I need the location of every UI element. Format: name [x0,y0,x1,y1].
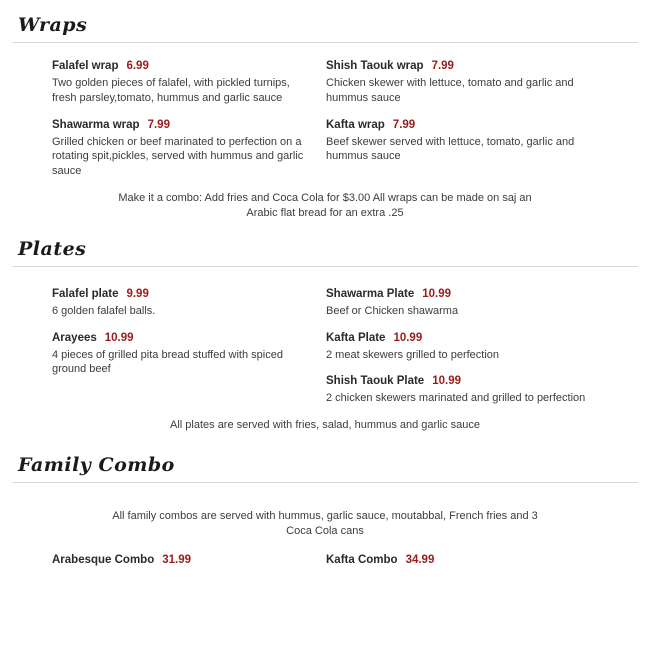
wraps-note: Make it a combo: Add fries and Coca Cola for $3.00 All wraps can be made on saj an Arabic flat bread for an extra .25 [118,192,532,220]
menu-item-heading [326,287,594,302]
family-column-right [326,553,600,580]
plates-column-left [52,287,326,418]
menu-item-name: Shawarma wrap [52,118,140,131]
menu-item[interactable] [52,553,304,568]
menu-item-heading [52,331,304,346]
menu-item-price: 9.99 [126,287,149,300]
menu-item-name: Shish Taouk wrap [326,60,424,72]
family-combo-item-grid [12,539,638,580]
menu-item-description: 4 pieces of grilled pita bread stuffed with spiced ground beef [52,348,283,376]
menu-item-heading [326,118,594,133]
menu-item-price: 10.99 [393,331,423,344]
plates-note: All plates are served with fries, salad, hummus and garlic sauce [170,419,480,432]
menu-item-description: Chicken skewer with lettuce, tomato and garlic and hummus sauce [326,76,574,104]
menu-item-price: 7.99 [431,60,454,72]
menu-item-name: Kafta wrap [326,118,385,131]
section-title-family-combo: Family Combo [18,453,175,476]
menu-item[interactable] [326,374,594,406]
menu-item-price: 7.99 [147,118,170,131]
menu-item-heading [326,331,594,346]
family-combo-note: All family combos are served with hummus, garlic sauce, moutabbal, French fries and 3 Coca Cola cans [112,509,538,537]
menu-item[interactable] [52,118,304,179]
menu-item-name: Arayees [52,331,97,344]
menu-item-price: 10.99 [104,331,134,344]
menu-item-heading [326,59,594,74]
menu-item-price: 6.99 [126,60,149,72]
menu-item-price: 7.99 [392,118,416,131]
menu-item[interactable] [326,331,594,363]
menu-item[interactable] [326,553,594,568]
menu-item-name: Shawarma Plate [326,287,415,300]
menu-item-description: Grilled chicken or beef marinated to perfection on a rotating spit,pickles, served with hummus and garlic sauce [52,135,304,178]
menu-item-description: Beef skewer served with lettuce, tomato, garlic and hummus sauce [326,135,575,163]
menu-item-price: 34.99 [405,554,435,567]
menu-item-name: Shish Taouk Plate [326,375,425,388]
menu-item-heading [52,59,304,74]
menu-item[interactable] [326,287,594,319]
menu-item-name: Kafta Plate [326,331,386,344]
menu-item-description: Two golden pieces of falafel, with pickled turnips, fresh parsley,tomato, hummus and garlic sauce [52,76,290,104]
menu-item[interactable] [52,331,304,378]
menu-item-heading [52,553,304,568]
menu-item[interactable] [52,59,304,106]
section-plates [12,222,638,434]
menu-item-name: Falafel wrap [52,60,119,72]
section-wraps [12,0,638,222]
plates-column-right [326,287,600,418]
wraps-column-left [52,59,326,191]
menu-item-name: Falafel plate [52,287,119,300]
menu-item-heading [326,553,594,568]
section-title-wraps: Wraps [18,14,88,36]
menu-item[interactable] [326,59,594,106]
menu-item-price: 10.99 [432,375,461,388]
menu-item[interactable] [52,287,304,319]
menu-item-name: Kafta Combo [326,554,398,567]
menu-item-description: Beef or Chicken shawarma [326,304,459,317]
menu-item-heading [52,118,304,133]
plates-item-grid [12,267,638,418]
menu-item-price: 10.99 [422,287,451,300]
wraps-item-grid [12,43,638,191]
family-column-left [52,553,326,580]
menu-item[interactable] [326,118,594,165]
menu-item-description: 2 chicken skewers marinated and grilled to perfection [326,392,586,405]
menu-item-heading [326,374,594,389]
section-title-plates: Plates [18,237,87,260]
section-family-combo [12,434,638,581]
menu-item-price: 31.99 [162,554,192,567]
menu-item-name: Arabesque Combo [52,554,155,567]
menu-item-heading [52,287,304,302]
menu-item-description: 6 golden falafel balls. [52,304,156,317]
menu-item-description: 2 meat skewers grilled to perfection [326,348,500,361]
wraps-column-right [326,59,600,191]
